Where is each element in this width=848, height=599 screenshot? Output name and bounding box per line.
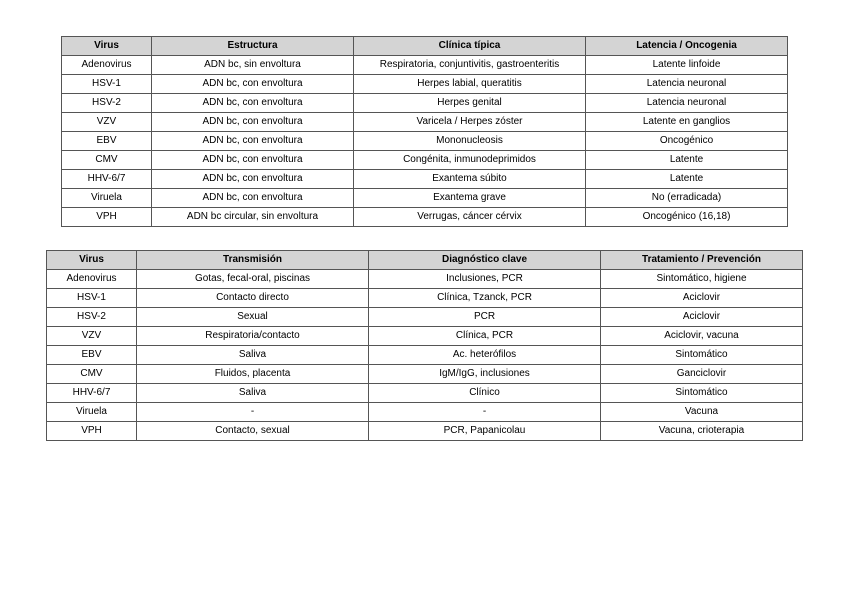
table-cell: Ac. heterófilos (369, 346, 601, 365)
table-row (62, 189, 788, 208)
table-row (47, 403, 803, 422)
table-cell: Contacto, sexual (137, 422, 369, 441)
table-cell: Adenovirus (62, 56, 152, 75)
table-row (62, 75, 788, 94)
table-row (62, 94, 788, 113)
table-cell: Herpes labial, queratitis (354, 75, 586, 94)
column-header: Transmisión (137, 251, 369, 270)
table-row (62, 151, 788, 170)
table-cell: HSV-1 (47, 289, 137, 308)
column-header: Virus (62, 37, 152, 56)
table-cell: ADN bc circular, sin envoltura (152, 208, 354, 227)
table-row (47, 270, 803, 289)
table-cell: Latente (586, 170, 788, 189)
table-cell: EBV (47, 346, 137, 365)
table-row (47, 422, 803, 441)
table-cell: Exantema grave (354, 189, 586, 208)
table-cell: Viruela (47, 403, 137, 422)
table-cell: Contacto directo (137, 289, 369, 308)
table-cell: ADN bc, con envoltura (152, 170, 354, 189)
table-cell: - (369, 403, 601, 422)
table-cell: Varicela / Herpes zóster (354, 113, 586, 132)
table-cell: Aciclovir, vacuna (601, 327, 803, 346)
table-cell: Clínica, Tzanck, PCR (369, 289, 601, 308)
table-cell: Adenovirus (47, 270, 137, 289)
table-cell: Latente linfoide (586, 56, 788, 75)
table-cell: Aciclovir (601, 289, 803, 308)
table-row (62, 208, 788, 227)
table-cell: Verrugas, cáncer cérvix (354, 208, 586, 227)
table-row (47, 365, 803, 384)
table-cell: ADN bc, con envoltura (152, 75, 354, 94)
table-cell: VZV (47, 327, 137, 346)
table-row (62, 132, 788, 151)
table-cell: VPH (62, 208, 152, 227)
table-row (47, 308, 803, 327)
column-header: Virus (47, 251, 137, 270)
table-cell: Exantema súbito (354, 170, 586, 189)
table-cell: Sexual (137, 308, 369, 327)
table-row (62, 170, 788, 189)
table-cell: ADN bc, con envoltura (152, 189, 354, 208)
table-cell: Clínico (369, 384, 601, 403)
table-cell: CMV (47, 365, 137, 384)
table-cell: Vacuna, crioterapia (601, 422, 803, 441)
table-row (47, 346, 803, 365)
table-cell: Sintomático (601, 384, 803, 403)
table-cell: ADN bc, sin envoltura (152, 56, 354, 75)
table-cell: Oncogénico (16,18) (586, 208, 788, 227)
table-header-row (47, 251, 803, 270)
table-cell: - (137, 403, 369, 422)
table-cell: Inclusiones, PCR (369, 270, 601, 289)
table-cell: PCR (369, 308, 601, 327)
table-cell: ADN bc, con envoltura (152, 151, 354, 170)
table-row (62, 56, 788, 75)
table-cell: ADN bc, con envoltura (152, 113, 354, 132)
table-cell: Ganciclovir (601, 365, 803, 384)
column-header: Diagnóstico clave (369, 251, 601, 270)
table-cell: Clínica, PCR (369, 327, 601, 346)
table-cell: HHV-6/7 (47, 384, 137, 403)
table-cell: Saliva (137, 384, 369, 403)
column-header: Latencia / Oncogenia (586, 37, 788, 56)
column-header: Clínica típica (354, 37, 586, 56)
table-header-row (62, 37, 788, 56)
virus-transmission-table (46, 250, 803, 441)
table-cell: Fluidos, placenta (137, 365, 369, 384)
table-cell: Gotas, fecal-oral, piscinas (137, 270, 369, 289)
table-cell: HSV-2 (62, 94, 152, 113)
table-cell: CMV (62, 151, 152, 170)
table-cell: Latencia neuronal (586, 75, 788, 94)
table-cell: HSV-2 (47, 308, 137, 327)
table-cell: Respiratoria, conjuntivitis, gastroenteritis (354, 56, 586, 75)
table-cell: Sintomático, higiene (601, 270, 803, 289)
table-row (47, 327, 803, 346)
column-header: Tratamiento / Prevención (601, 251, 803, 270)
column-header: Estructura (152, 37, 354, 56)
table-cell: Vacuna (601, 403, 803, 422)
table-row (62, 113, 788, 132)
table-cell: PCR, Papanicolau (369, 422, 601, 441)
table-cell: Respiratoria/contacto (137, 327, 369, 346)
table-cell: Latencia neuronal (586, 94, 788, 113)
table-cell: Latente (586, 151, 788, 170)
table-cell: IgM/IgG, inclusiones (369, 365, 601, 384)
table-cell: VPH (47, 422, 137, 441)
table-cell: ADN bc, con envoltura (152, 94, 354, 113)
virus-structure-table (61, 36, 788, 227)
table-cell: Aciclovir (601, 308, 803, 327)
table-cell: Latente en ganglios (586, 113, 788, 132)
table-row (47, 384, 803, 403)
table-cell: HSV-1 (62, 75, 152, 94)
table-cell: Herpes genital (354, 94, 586, 113)
table-cell: Congénita, inmunodeprimidos (354, 151, 586, 170)
table-row (47, 289, 803, 308)
table-cell: EBV (62, 132, 152, 151)
table-cell: HHV-6/7 (62, 170, 152, 189)
table-cell: Saliva (137, 346, 369, 365)
table-cell: No (erradicada) (586, 189, 788, 208)
table-cell: VZV (62, 113, 152, 132)
table-cell: Sintomático (601, 346, 803, 365)
table-cell: Viruela (62, 189, 152, 208)
table-cell: Mononucleosis (354, 132, 586, 151)
table-cell: ADN bc, con envoltura (152, 132, 354, 151)
table-cell: Oncogénico (586, 132, 788, 151)
